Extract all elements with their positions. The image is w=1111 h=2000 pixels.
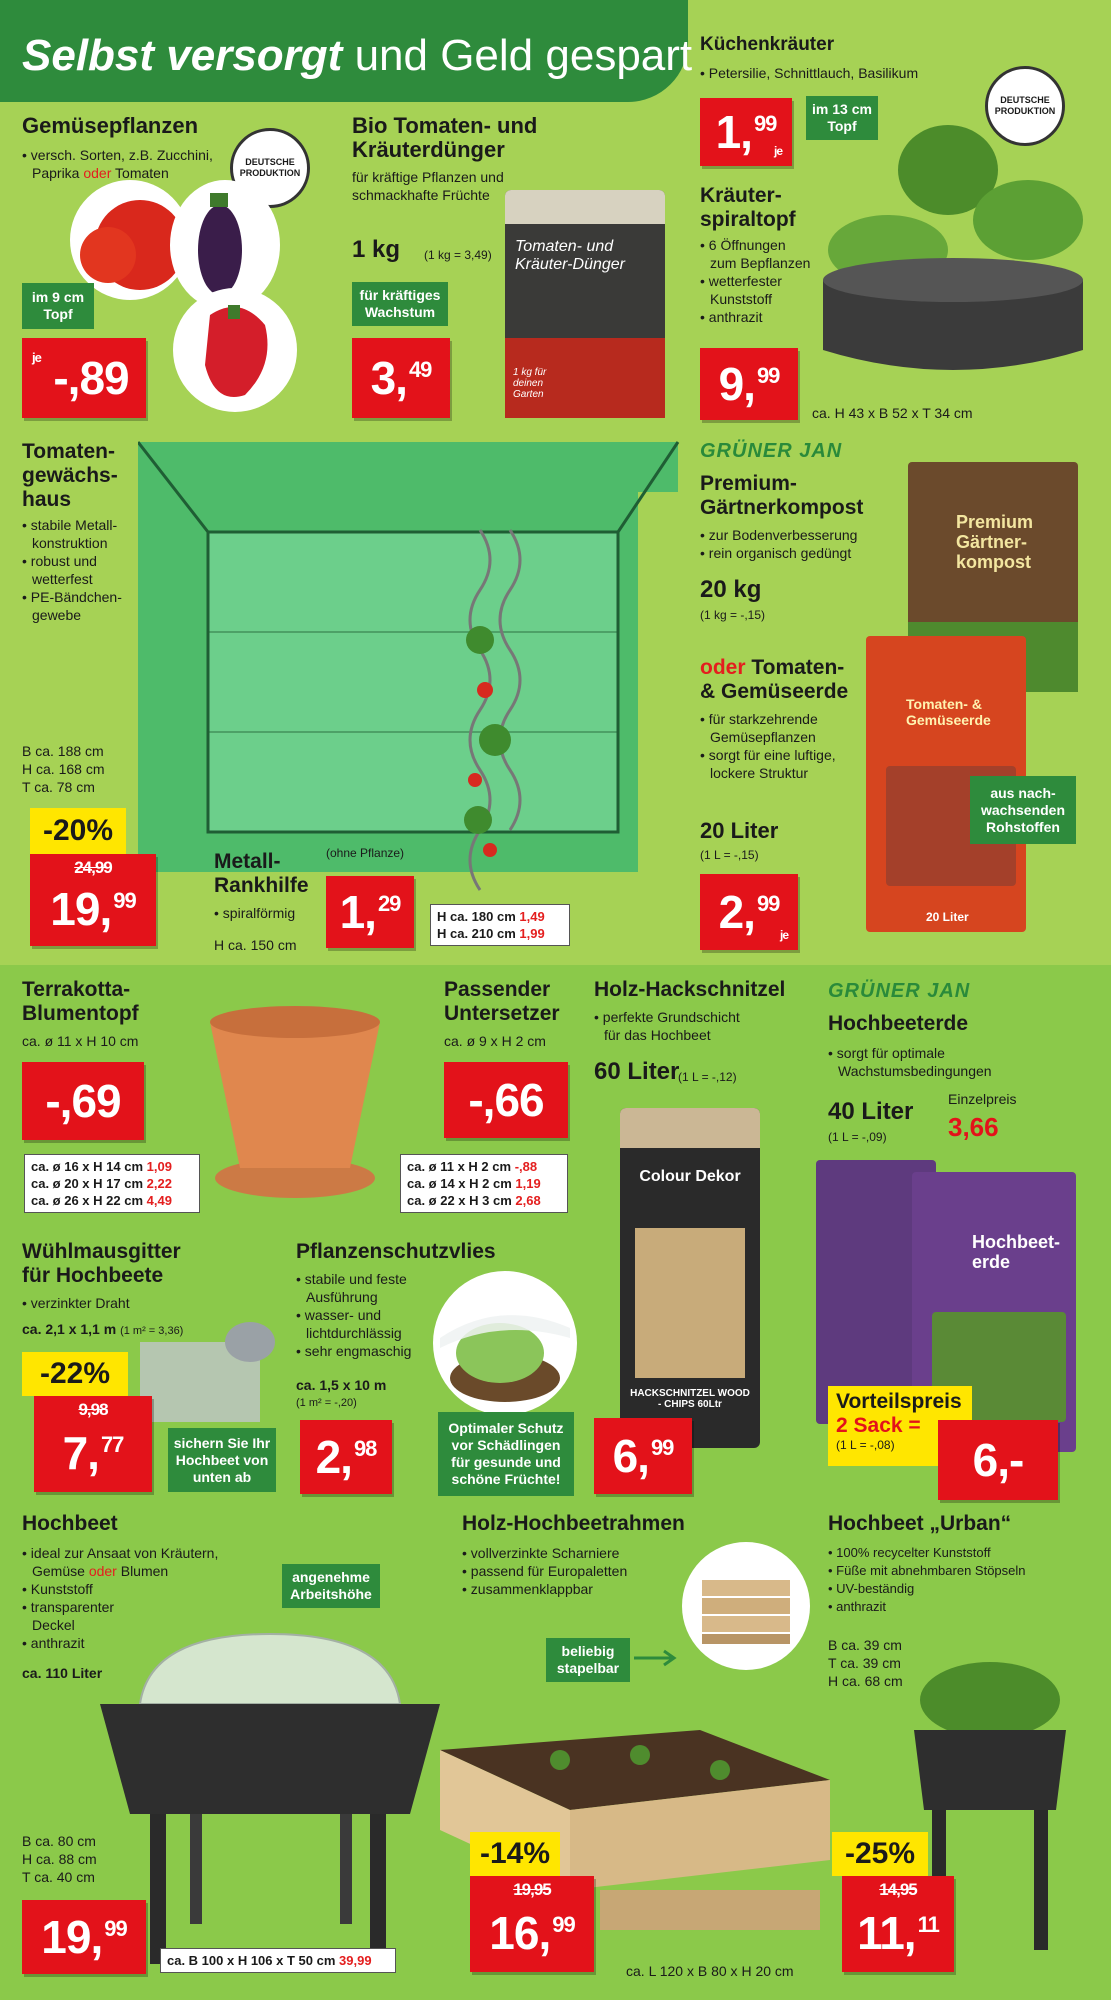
spiral-price: 9 , $^{99}$ bbox=[700, 348, 798, 420]
gitter-price: 9,98 7 , $^{77}$ bbox=[34, 1396, 152, 1492]
urban-price: 14,95 11 , $^{11}$ bbox=[842, 1876, 954, 1972]
deutsche-produktion-seal: DEUTSCHE PRODUKTION bbox=[230, 128, 310, 208]
rahmen-desc: • vollverzinkte Scharniere • passend für Europaletten • zusammenklappbar bbox=[462, 1545, 628, 1597]
hbe-bag-image-2: Hochbeet- erde bbox=[912, 1172, 1076, 1452]
urban-desc: • 100% recycelter Kunststoff • Füße mit abnehmbaren Stöpseln • UV-beständig • anthrazit bbox=[828, 1545, 1026, 1614]
hbe-unit: (1 L = -,09) bbox=[828, 1130, 887, 1144]
gewaechs-dims: B ca. 188 cm H ca. 168 cm T ca. 78 cm bbox=[22, 743, 105, 795]
rahmen-title: Holz-Hochbeetrahmen bbox=[462, 1512, 685, 1535]
kompost-title: Premium- Gärtnerkompost bbox=[700, 472, 864, 519]
vlies-badge: Optimaler Schutz vor Schädlingen für gesunde und schöne Früchte! bbox=[438, 1412, 574, 1496]
dunger-desc: für kräftige Pflanzen und schmackhafte Früchte bbox=[352, 169, 504, 203]
gewaechs-discount: -20% bbox=[30, 808, 126, 854]
hbe-title: Hochbeeterde bbox=[828, 1012, 969, 1035]
raised-bed-image bbox=[100, 1614, 440, 1984]
gemuese-desc: • versch. Sorten, z.B. Zucchini, Paprika oder Tomaten bbox=[22, 147, 213, 181]
kuechen-price: 1 , $^{99}$ je bbox=[700, 98, 792, 166]
gitter-title: Wühlmausgitter für Hochbeete bbox=[22, 1240, 181, 1287]
dunger-title: Bio Tomaten- und Kräuterdünger bbox=[352, 113, 538, 162]
dunger-price: 3 , $^{49}$ bbox=[352, 338, 450, 418]
kompost-desc: • zur Bodenverbesserung • rein organisch gedüngt bbox=[700, 527, 858, 561]
spiral-dims: ca. H 43 x B 52 x T 34 cm bbox=[812, 405, 973, 421]
spiral-desc: • 6 Öffnungen zum Bepflanzen • wetterfester Kunststoff • anthrazit bbox=[700, 237, 811, 325]
urban-title: Hochbeet „Urban“ bbox=[828, 1512, 1012, 1535]
kompost-unit: (1 kg = -,15) bbox=[700, 608, 766, 622]
rank-note: (ohne Pflanze) bbox=[326, 846, 405, 860]
gewaechs-title: Tomaten- gewächs- haus bbox=[22, 440, 118, 511]
erde-qty: 20 Liter bbox=[700, 818, 779, 843]
kompost-qty: 20 kg bbox=[700, 576, 762, 603]
stacked-frames-image bbox=[680, 1540, 812, 1672]
erde-bag-image: Tomaten- & Gemüseerde 20 Liter bbox=[866, 636, 1026, 932]
rank-title: Metall- Rankhilfe bbox=[214, 850, 309, 897]
unter-size: ca. ø 9 x H 2 cm bbox=[444, 1033, 546, 1049]
hack-qty: 60 Liter bbox=[594, 1058, 680, 1085]
gewaechs-desc: • stabile Metall- konstruktion • robust und wetterfest • PE-Bändchen- gewebe bbox=[22, 517, 122, 623]
hochbeet-dims: B ca. 80 cm H ca. 88 cm T ca. 40 cm bbox=[22, 1833, 97, 1885]
page-banner bbox=[0, 0, 693, 102]
arrow-right-icon bbox=[632, 1648, 682, 1668]
gitter-badge: sichern Sie Ihr Hochbeet von unten ab bbox=[168, 1428, 276, 1492]
terra-price: -,69 bbox=[22, 1062, 144, 1140]
erde-unit: (1 L = -,15) bbox=[700, 848, 759, 862]
terra-size: ca. ø 11 x H 10 cm bbox=[22, 1033, 139, 1049]
fleece-lettuce-image bbox=[430, 1268, 580, 1418]
dunger-bag-image: Tomaten- und Kräuter-Dünger 1 kg für deinen Garten bbox=[505, 190, 665, 418]
greenhouse-image bbox=[138, 432, 686, 892]
dunger-qty: 1 kg bbox=[352, 236, 401, 263]
gemuese-price: je -,89 bbox=[22, 338, 146, 418]
wire-mesh-image bbox=[130, 1302, 280, 1432]
rank-height: H ca. 150 cm bbox=[214, 937, 297, 953]
vlies-price: 2 , $^{98}$ bbox=[300, 1420, 392, 1494]
spiral-title: Kräuter- spiraltopf bbox=[700, 184, 796, 231]
gemuese-pot-badge: im 9 cm Topf bbox=[22, 283, 94, 329]
hbe-qty: 40 Liter bbox=[828, 1098, 914, 1125]
gewaechs-price: 24,99 19 , $^{99}$ bbox=[30, 854, 156, 946]
vlies-title: Pflanzenschutzvlies bbox=[296, 1240, 496, 1263]
erde-price: 2 , $^{99}$ je bbox=[700, 874, 798, 950]
urban-dims: B ca. 39 cm T ca. 39 cm H ca. 68 cm bbox=[828, 1637, 903, 1689]
rank-size-options: H ca. 180 cm 1,49 H ca. 210 cm 1,99 bbox=[430, 904, 570, 946]
gitter-discount: -22% bbox=[22, 1352, 128, 1396]
hbe-vorteil-box: Vorteilspreis 2 Sack = (1 L = -,08) bbox=[828, 1386, 972, 1466]
dunger-unit-price: (1 kg = 3,49) bbox=[424, 248, 492, 262]
rank-desc: • spiralförmig bbox=[214, 905, 296, 921]
wood-chips-bag-image: Colour Dekor HACKSCHNITZEL WOOD - CHIPS 60Ltr bbox=[620, 1108, 760, 1448]
hochbeet-desc: • ideal zur Ansaat von Kräutern, Gemüse oder Blumen • Kunststoff • transparenter Deckel • anthrazit bbox=[22, 1545, 219, 1651]
erde-badge: aus nach- wachsenden Rohstoffen bbox=[970, 776, 1076, 844]
herb-spiral-pot-image bbox=[818, 110, 1098, 370]
kompost-brand: GRÜNER JAN bbox=[700, 440, 843, 462]
unter-title: Passender Untersetzer bbox=[444, 978, 560, 1025]
erde-desc: • für starkzehrende Gemüsepflanzen • sorgt für eine luftige, lockere Struktur bbox=[700, 711, 836, 781]
hack-price: 6 , $^{99}$ bbox=[594, 1418, 692, 1494]
gitter-desc: • verzinkter Draht bbox=[22, 1295, 130, 1311]
unter-size-options: ca. ø 11 x H 2 cm -,88 ca. ø 14 x H 2 cm 1,19 ca. ø 22 x H 3 cm 2,68 bbox=[400, 1154, 568, 1213]
banner-rest: und Geld gespart bbox=[342, 31, 693, 80]
kompost-bag-image: Premium Gärtner-kompost bbox=[908, 462, 1078, 692]
terra-title: Terrakotta- Blumentopf bbox=[22, 978, 139, 1025]
hochbeet-badge: angenehme Arbeitshöhe bbox=[282, 1564, 380, 1608]
vlies-desc: • stabile und feste Ausführung • wasser- und lichtdurchlässig • sehr engmaschig bbox=[296, 1271, 412, 1359]
hbe-desc: • sorgt für optimale Wachstumsbedingungen bbox=[828, 1045, 992, 1079]
vlies-unit: (1 m² = -,20) bbox=[296, 1397, 357, 1409]
rahmen-price: 19,95 16 , $^{99}$ bbox=[470, 1876, 594, 1972]
urban-discount: -25% bbox=[832, 1832, 928, 1876]
hochbeet-title: Hochbeet bbox=[22, 1512, 118, 1535]
hbe-einzelpreis: 3,66 bbox=[948, 1112, 999, 1142]
gemuese-title: Gemüsepflanzen bbox=[22, 113, 199, 138]
rahmen-badge: beliebig stapelbar bbox=[546, 1638, 630, 1682]
kuechen-pot-badge: im 13 cm Topf bbox=[806, 96, 878, 140]
dunger-badge: für kräftiges Wachstum bbox=[352, 282, 448, 326]
hochbeet-alt-size: ca. B 100 x H 106 x T 50 cm 39,99 bbox=[160, 1948, 396, 1973]
hack-title: Holz-Hackschnitzel bbox=[594, 978, 786, 1001]
kuechen-desc: • Petersilie, Schnittlauch, Basilikum bbox=[700, 65, 919, 81]
terra-size-options: ca. ø 16 x H 14 cm 1,09 ca. ø 20 x H 17 cm 2,22 ca. ø 26 x H 22 cm 4,49 bbox=[24, 1154, 200, 1213]
hbe-brand: GRÜNER JAN bbox=[828, 980, 971, 1002]
hbe-price: 6,- bbox=[938, 1420, 1058, 1500]
rahmen-dims: ca. L 120 x B 80 x H 20 cm bbox=[626, 1963, 794, 1979]
terracotta-pot-image bbox=[200, 998, 390, 1204]
hack-unit: (1 L = -,12) bbox=[678, 1070, 737, 1084]
climbing-tomato-plant-image bbox=[440, 520, 550, 900]
gitter-size: ca. 2,1 x 1,1 m (1 m² = 3,36) bbox=[22, 1321, 184, 1337]
banner-bold: Selbst versorgt bbox=[22, 31, 343, 80]
rahmen-discount: -14% bbox=[470, 1832, 560, 1876]
hack-desc: • perfekte Grundschicht für das Hochbeet bbox=[594, 1009, 740, 1043]
erde-title: oder Tomaten- & Gemüseerde bbox=[700, 656, 849, 703]
kuechen-title: Küchenkräuter bbox=[700, 34, 835, 55]
hochbeet-price: 19 , $^{99}$ bbox=[22, 1900, 146, 1974]
rank-price: 1 , $^{29}$ bbox=[326, 876, 414, 948]
hochbeet-volume: ca. 110 Liter bbox=[22, 1665, 103, 1681]
vlies-size: ca. 1,5 x 10 m bbox=[296, 1377, 387, 1393]
hbe-einzelpreis-label: Einzelpreis bbox=[948, 1091, 1017, 1107]
unter-price: -,66 bbox=[444, 1062, 568, 1138]
deutsche-produktion-seal-2: DEUTSCHE PRODUKTION bbox=[985, 66, 1065, 146]
